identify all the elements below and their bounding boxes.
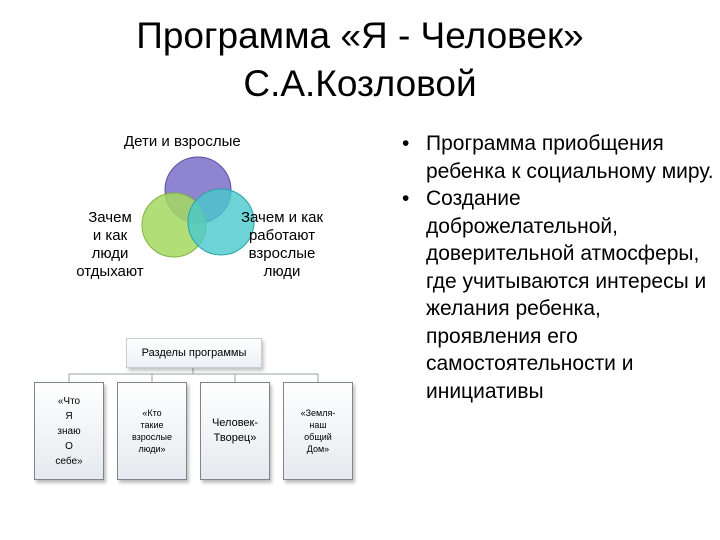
section-1-line-1: «Что	[57, 395, 81, 407]
venn-label-left-line-4: отдыхают	[76, 263, 144, 280]
section-4-line-2: наш	[309, 420, 327, 430]
bullet-text-1: Программа приобщения ребенка к социальному миру.	[426, 132, 714, 183]
bullet-item-2	[400, 185, 718, 405]
section-box-1	[34, 382, 104, 480]
venn-label-right-line-4: люди	[263, 263, 301, 280]
section-2-line-3: взрослые	[131, 432, 173, 442]
section-3-line-1: Человек-	[211, 417, 259, 429]
section-1-line-4: О	[65, 440, 73, 452]
section-2-line-2: такие	[140, 420, 164, 430]
bullet-text-2: Создание доброжелательной, доверительной атмосферы, где учитываются интересы и желания ребенка, проявления его самостоятельности и инициативы	[426, 187, 707, 403]
section-3-line-2: Творец»	[213, 432, 257, 444]
section-1-line-2: Я	[65, 410, 73, 422]
bullet-item-1	[400, 130, 718, 185]
section-box-4	[283, 382, 353, 480]
section-4-line-3: общий	[304, 432, 332, 442]
section-box-2	[117, 382, 187, 480]
title-line-2: С.А.Козловой	[243, 63, 477, 104]
bullet-list	[400, 130, 718, 405]
venn-label-right-line-2: работают	[248, 227, 316, 244]
sections-header: Разделы программы	[126, 338, 262, 368]
venn-label-top: Дети и взрослые	[124, 133, 241, 150]
venn-label-left-line-1: Зачем	[88, 209, 132, 226]
section-4-line-4: Дом»	[306, 444, 330, 454]
venn-label-right-line-1: Зачем и как	[240, 209, 324, 226]
venn-label-right-line-3: взрослые	[248, 245, 316, 262]
bullet-dot-icon: •	[402, 132, 410, 155]
section-2-line-4: люди»	[138, 444, 166, 454]
section-1-line-3: знаю	[57, 425, 81, 437]
section-4-line-1: «Земля-	[300, 408, 336, 418]
bullet-dot-icon: •	[402, 187, 410, 210]
venn-label-left-line-3: люди	[91, 245, 129, 262]
venn-label-left-line-2: и как	[92, 227, 128, 244]
section-box-3	[200, 382, 270, 480]
section-2-line-1: «Кто	[142, 408, 162, 418]
section-1-line-5: себе»	[55, 455, 83, 467]
title-line-1: Программа «Я - Человек»	[136, 15, 584, 56]
